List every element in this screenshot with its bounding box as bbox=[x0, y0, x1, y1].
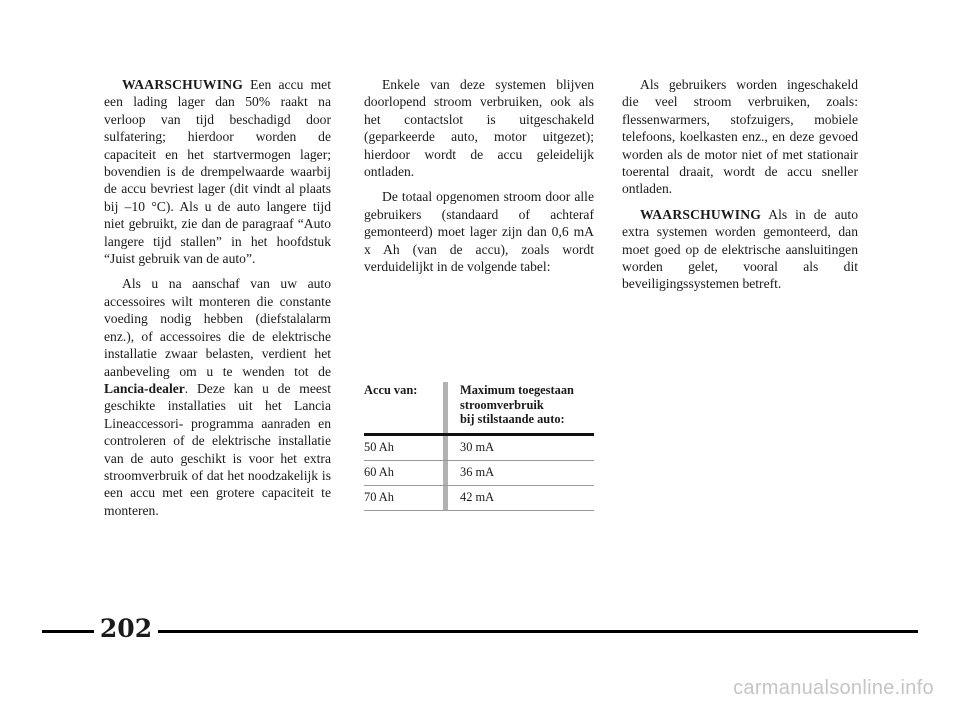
accessories-text-start: Als u na aanschaf van uw auto accessoires wilt monteren die constante voeding nodig hebben (diefstalalarm enz.), of accessoires die de elektrische installatie zwaar belasten, verdient het aanbeveling om u te wenden tot de bbox=[104, 276, 331, 379]
warning-paragraph-connections bbox=[622, 206, 858, 293]
table-header-battery: Accu van: bbox=[364, 383, 418, 397]
header-line-2: stroomverbruik bbox=[460, 397, 544, 412]
text-column-3 bbox=[622, 76, 858, 301]
table-row bbox=[364, 436, 594, 461]
watermark: carmanualsonline.info bbox=[733, 677, 934, 699]
table-cell-capacity: 60 Ah bbox=[364, 465, 394, 480]
warning-text: Als in de auto extra systemen worden gemonteerd, dan moet goed op de elektrische aansluitingen worden gelet, vooral als dit beveiligingssystemen betreft. bbox=[622, 206, 858, 292]
table-column-divider bbox=[443, 486, 448, 510]
header-line-1: Maximum toegestaan bbox=[460, 383, 574, 397]
accessories-text-end: . Deze kan u de meest geschikte installaties uit het Lancia Lineaccessori- programma aanraden en controleren of de elektrische installatie van de auto geschikt is voor het extra stroomverbruik of dat het noodzakelijk is een accu met een grotere capaciteit te monteren. bbox=[104, 380, 331, 518]
footer-rule-left bbox=[42, 630, 94, 633]
table-column-divider bbox=[443, 382, 448, 433]
header-line-3: bij stilstaande auto: bbox=[460, 412, 565, 426]
table-cell-current: 42 mA bbox=[460, 490, 495, 505]
warning-label: WAARSCHUWING bbox=[122, 77, 243, 92]
table-row bbox=[364, 486, 594, 511]
continuous-consumption-paragraph: Enkele van deze systemen blijven doorlopend stroom verbruiken, ook als het contactslot is uitgeschakeld (geparkeerde auto, motor uitgezet); hierdoor wordt de accu geleidelijk ontladen. bbox=[364, 77, 594, 180]
battery-consumption-table bbox=[364, 382, 594, 511]
table-header-max-current bbox=[447, 382, 594, 427]
table-cell-current: 30 mA bbox=[460, 440, 495, 455]
warning-text: Een accu met een lading lager dan 50% raakt na verloop van tijd beschadigd door sulfatering; hierdoor worden de capaciteit en het startvermogen lager; bovendien is de drempelwaarde waarbij de accu bevriest lager (dit vindt al plaats bij –10 °C). Als u de auto langere tijd niet gebruikt, zie dan de paragraaf “Auto langere tijd stallen” in het hoofdstuk “Juist gebruik van de auto”. bbox=[104, 77, 331, 267]
text-column-1 bbox=[104, 76, 331, 527]
table-row bbox=[364, 461, 594, 486]
table-cell-capacity: 70 Ah bbox=[364, 490, 394, 505]
high-consumption-paragraph: Als gebruikers worden ingeschakeld die veel stroom verbruiken, zoals: flessenwarmers, stofzuigers, mobiele telefoons, koelkasten enz., en deze gevoed worden als de motor niet of met stationair toerental draait, wordt de accu sneller ontladen. bbox=[622, 77, 858, 197]
footer-rule-right bbox=[158, 630, 918, 633]
table-header-row bbox=[364, 382, 594, 436]
warning-label: WAARSCHUWING bbox=[640, 206, 761, 222]
table-cell-current: 36 mA bbox=[460, 465, 495, 480]
dealer-name: Lancia-dealer bbox=[104, 380, 185, 396]
table-cell-capacity: 50 Ah bbox=[364, 440, 394, 455]
table-column-divider bbox=[443, 461, 448, 485]
accessories-paragraph bbox=[104, 275, 331, 519]
page-number: 202 bbox=[99, 614, 153, 643]
table-column-divider bbox=[443, 436, 448, 460]
warning-paragraph-battery-charge bbox=[104, 76, 331, 267]
text-column-2 bbox=[364, 76, 594, 283]
total-current-paragraph: De totaal opgenomen stroom door alle gebruikers (standaard of achteraf gemonteerd) moet lager zijn dan 0,6 mA x Ah (van de accu), zoals wordt verduidelijkt in de volgende tabel: bbox=[364, 189, 594, 275]
